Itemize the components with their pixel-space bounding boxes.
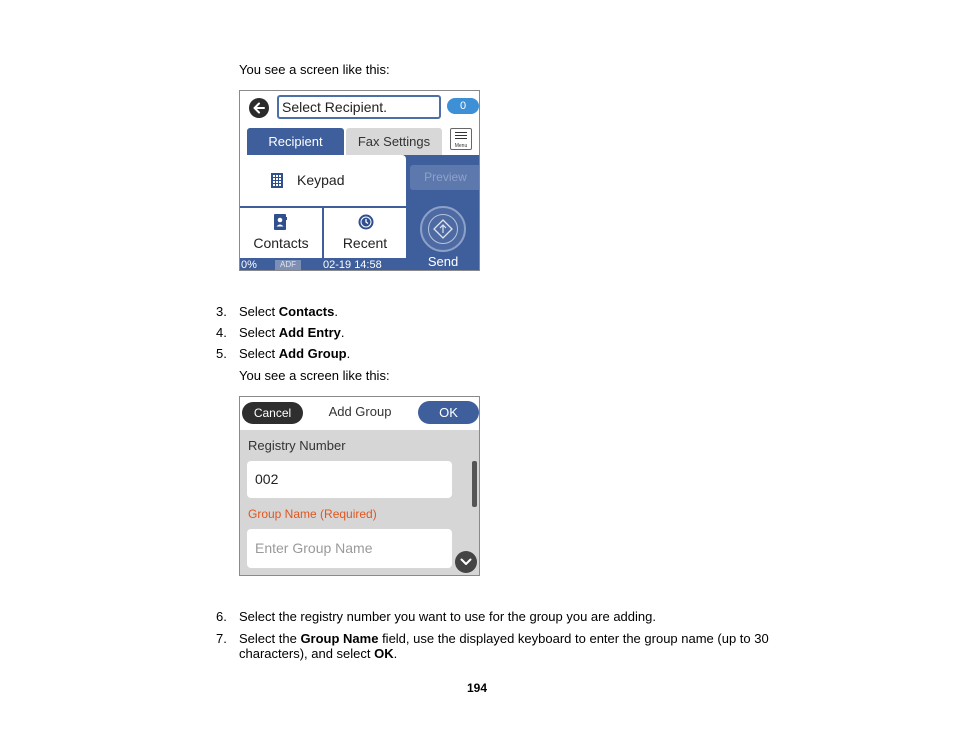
contacts-button[interactable] xyxy=(240,208,322,258)
select-recipient-screenshot xyxy=(239,90,480,271)
recipient-count-badge: 0 xyxy=(447,98,479,114)
menu-label: Menu xyxy=(454,143,468,149)
step-text-continued: characters), and select OK. xyxy=(239,646,398,661)
tab-fax-settings[interactable]: Fax Settings xyxy=(346,128,442,155)
intro-text: You see a screen like this: xyxy=(239,62,390,77)
registry-number-field[interactable]: 002 xyxy=(247,461,452,498)
scroll-down-button[interactable] xyxy=(455,551,477,573)
page-number: 194 xyxy=(467,681,488,695)
keypad-icon xyxy=(271,173,283,188)
recent-label: Recent xyxy=(342,235,388,251)
back-button[interactable] xyxy=(249,98,269,118)
group-name-label: Group Name (Required) xyxy=(248,507,377,521)
top-bar xyxy=(240,397,480,430)
contacts-label: Contacts xyxy=(253,235,309,251)
keypad-label: Keypad xyxy=(297,172,345,188)
registry-number-label: Registry Number xyxy=(248,438,346,453)
arrow-left-icon xyxy=(252,101,266,115)
step-text: Select Add Group. xyxy=(239,346,351,361)
screen-title: Add Group xyxy=(328,404,392,419)
step-number: 5. xyxy=(216,346,227,361)
scrollbar[interactable] xyxy=(472,461,477,507)
step-number: 6. xyxy=(216,609,227,624)
cancel-button[interactable]: Cancel xyxy=(242,402,303,424)
step-text: Select Add Entry. xyxy=(239,325,345,340)
keypad-button[interactable] xyxy=(240,155,406,206)
status-percent: 0% xyxy=(241,259,257,271)
tab-row xyxy=(240,126,480,155)
tab-recipient[interactable]: Recipient xyxy=(247,128,344,155)
step-text: Select the Group Name field, use the displayed keyboard to enter the group name (up to 30 xyxy=(239,631,769,646)
step-number: 3. xyxy=(216,304,227,319)
add-group-screenshot xyxy=(239,396,480,576)
recipient-field[interactable]: Select Recipient. xyxy=(277,95,441,119)
preview-button[interactable]: Preview xyxy=(410,165,480,190)
adf-indicator: ADF xyxy=(275,260,301,270)
step-number: 7. xyxy=(216,631,227,646)
menu-button[interactable] xyxy=(450,128,472,150)
status-datetime: 02-19 14:58 xyxy=(323,259,382,271)
recent-button[interactable] xyxy=(324,208,406,258)
intro-text: You see a screen like this: xyxy=(239,368,390,383)
send-diamond-icon xyxy=(433,219,453,239)
top-bar xyxy=(240,91,480,126)
menu-icon xyxy=(455,132,467,141)
send-button[interactable] xyxy=(420,206,466,252)
step-text: Select Contacts. xyxy=(239,304,338,319)
contacts-icon xyxy=(274,214,287,230)
step-number: 4. xyxy=(216,325,227,340)
status-bar xyxy=(240,258,406,271)
ok-button[interactable]: OK xyxy=(418,401,479,424)
group-name-field[interactable]: Enter Group Name xyxy=(247,529,452,568)
clock-icon xyxy=(358,214,374,230)
send-label: Send xyxy=(427,254,459,269)
step-text: Select the registry number you want to use for the group you are adding. xyxy=(239,609,656,624)
chevron-down-icon xyxy=(460,557,472,567)
